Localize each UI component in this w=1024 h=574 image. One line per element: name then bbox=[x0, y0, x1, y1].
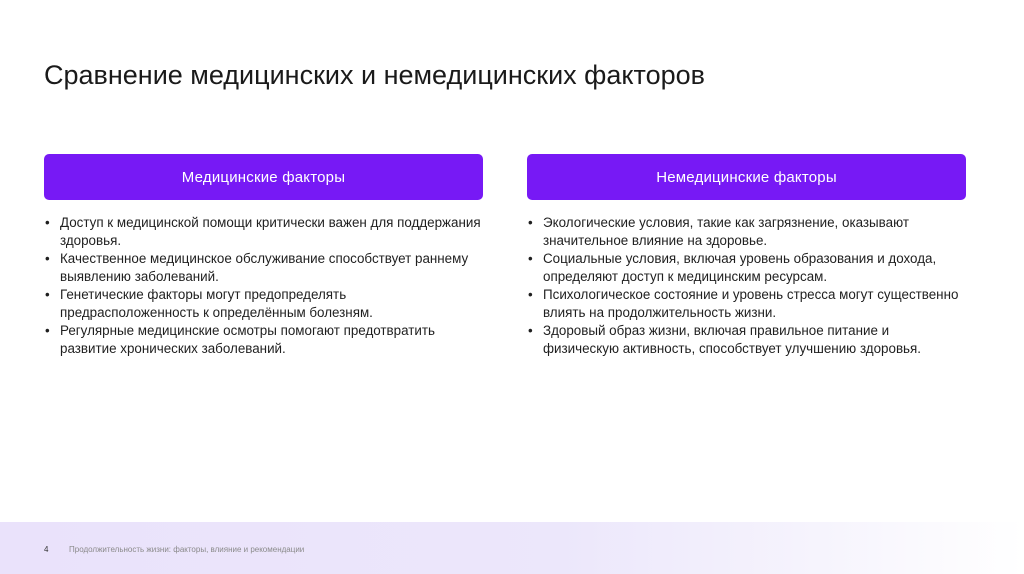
list-item bbox=[44, 214, 483, 250]
list-item bbox=[44, 250, 483, 286]
non-medical-factors-list bbox=[527, 214, 966, 358]
list-item-text: Регулярные медицинские осмотры помогают предотвратить развитие хронических заболеваний. bbox=[60, 323, 435, 356]
list-item bbox=[527, 214, 966, 250]
list-item-text: Психологическое состояние и уровень стресса могут существенно влиять на продолжительность жизни. bbox=[543, 287, 959, 320]
bullet-icon: • bbox=[528, 215, 533, 230]
medical-factors-column bbox=[44, 154, 483, 358]
list-item bbox=[527, 286, 966, 322]
bullet-icon: • bbox=[528, 323, 533, 338]
list-item bbox=[527, 250, 966, 286]
list-item-text: Экологические условия, такие как загрязнение, оказывают значительное влияние на здоровье. bbox=[543, 215, 909, 248]
list-item bbox=[44, 286, 483, 322]
list-item-text: Генетические факторы могут предопределять предрасположенность к определённым болезням. bbox=[60, 287, 373, 320]
bullet-icon: • bbox=[45, 323, 50, 338]
non-medical-factors-column bbox=[527, 154, 966, 358]
footer-caption: Продолжительность жизни: факторы, влияние и рекомендации bbox=[69, 545, 305, 554]
list-item-text: Социальные условия, включая уровень образования и дохода, определяют доступ к медицинским ресурсам. bbox=[543, 251, 937, 284]
list-item-text: Здоровый образ жизни, включая правильное питание и физическую активность, способствует улучшению здоровья. bbox=[543, 323, 922, 356]
list-item-text: Качественное медицинское обслуживание способствует раннему выявлению заболеваний. bbox=[60, 251, 469, 284]
list-item bbox=[44, 322, 483, 358]
bullet-icon: • bbox=[528, 251, 533, 266]
list-item bbox=[527, 322, 966, 358]
list-item-text: Доступ к медицинской помощи критически важен для поддержания здоровья. bbox=[60, 215, 481, 248]
non-medical-factors-header bbox=[527, 154, 966, 200]
medical-factors-list bbox=[44, 214, 483, 358]
medical-factors-header-label: Медицинские факторы bbox=[181, 168, 346, 186]
page-number: 4 bbox=[44, 545, 49, 554]
bullet-icon: • bbox=[528, 287, 533, 302]
bullet-icon: • bbox=[45, 287, 50, 302]
slide-title: Сравнение медицинских и немедицинских факторов bbox=[44, 60, 705, 91]
medical-factors-header bbox=[44, 154, 483, 200]
bullet-icon: • bbox=[45, 251, 50, 266]
non-medical-factors-header-label: Немедицинские факторы bbox=[656, 168, 837, 186]
bullet-icon: • bbox=[45, 215, 50, 230]
